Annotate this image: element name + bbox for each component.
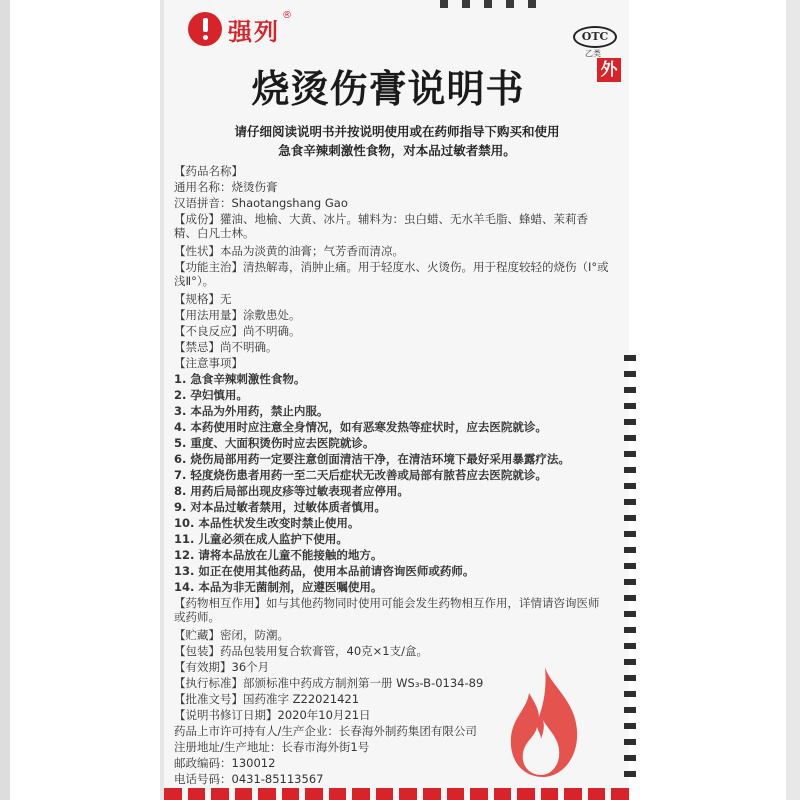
- field-appearance: 【性状】本品为淡黄的油膏；气芳香而清凉。: [174, 244, 404, 258]
- list-item: 10. 本品性状发生改变时禁止使用。: [174, 516, 360, 530]
- field-ingredients: 【成份】獾油、地榆、大黄、冰片。辅料为：虫白蜡、无水羊毛脂、蜂蜡、茉莉香精、白凡士林。: [174, 212, 588, 240]
- list-item: 9. 对本品过敏者禁用，过敏体质者慎用。: [174, 500, 386, 514]
- field-drug-name: 【药品名称】: [174, 164, 243, 178]
- otc-badge: OTC: [573, 26, 617, 48]
- field-precautions-heading: 【注意事项】: [174, 356, 243, 370]
- field-revision-date: 【说明书修订日期】2020年10月21日: [174, 708, 371, 722]
- list-item: 12. 请将本品放在儿童不能接触的地方。: [174, 548, 383, 562]
- reg-mark: [462, 0, 470, 8]
- field-package: 【包装】药品包装用复合软膏管，40克×1支/盒。: [174, 644, 428, 658]
- brand-exclamation-icon: [188, 12, 222, 46]
- list-item: 3. 本品为外用药，禁止内服。: [174, 404, 329, 418]
- right-edge: [786, 0, 800, 800]
- list-item: 7. 轻度烧伤患者用药一至二天后症状无改善或局部有脓苔应去医院就诊。: [174, 468, 547, 482]
- field-indications: 【功能主治】清热解毒，消肿止痛。用于轻度水、火烫伤。用于程度较轻的烧伤（Ⅰ°或浅Ⅱ°）。: [174, 260, 609, 288]
- warning-line-2: 急食辛辣刺激性食物，对本品过敏者禁用。: [278, 143, 516, 158]
- field-common-name: 通用名称：烧烫伤膏: [174, 180, 278, 194]
- field-postcode: 邮政编码：130012: [174, 756, 276, 770]
- external-use-badge: 外: [597, 58, 621, 82]
- list-item: 5. 重度、大面积烫伤时应去医院就诊。: [174, 436, 375, 450]
- field-spec: 【规格】无: [174, 292, 232, 306]
- field-address: 注册地址/生产地址：长春市海外街1号: [174, 740, 370, 754]
- field-holder: 药品上市许可持有人/生产企业：长春海外制药集团有限公司: [174, 724, 477, 738]
- reg-mark: [528, 0, 536, 8]
- field-validity: 【有效期】36个月: [174, 660, 270, 674]
- list-item: 4. 本药使用时应注意全身情况，如有恶寒发热等症状时，应去医院就诊。: [174, 420, 547, 434]
- reg-mark: [506, 0, 514, 8]
- warning-line-1: 请仔细阅读说明书并按说明使用或在药师指导下购买和使用: [234, 124, 560, 139]
- field-approval: 【批准文号】国药准字 Z22021421: [174, 692, 360, 706]
- field-pinyin: 汉语拼音：Shaotangshang Gao: [174, 196, 348, 210]
- field-storage: 【贮藏】密闭，防潮。: [174, 628, 289, 642]
- field-contraindications: 【禁忌】尚不明确。: [174, 340, 278, 354]
- left-edge: [0, 0, 10, 800]
- field-interactions: 【药物相互作用】如与其他药物同时使用可能会发生药物相互作用，详情请咨询医师或药师。: [174, 596, 600, 624]
- list-item: 6. 烧伤局部用药一定要注意创面清洁干净，在清洁环境下最好采用暴露疗法。: [174, 452, 570, 466]
- flame-icon: [505, 665, 585, 780]
- right-registration-marks: [624, 355, 636, 795]
- list-item: 8. 用药后局部出现皮疹等过敏表现者应停用。: [174, 484, 409, 498]
- top-registration-marks: [440, 0, 620, 8]
- list-item: 1. 急食辛辣刺激性食物。: [174, 372, 306, 386]
- brand-name: 强列: [228, 18, 280, 46]
- bottom-color-strip: [164, 788, 629, 800]
- field-standard: 【执行标准】部颁标准中药成方制剂第一册 WS₃-B-0134-89: [174, 676, 484, 690]
- field-adverse: 【不良反应】尚不明确。: [174, 324, 301, 338]
- field-usage: 【用法用量】涂敷患处。: [174, 308, 301, 322]
- list-item: 14. 本品为非无菌制剂，应遵医嘱使用。: [174, 580, 383, 594]
- reg-mark: [440, 0, 448, 8]
- list-item: 13. 如正在使用其他药品，使用本品前请咨询医师或药师。: [174, 564, 475, 578]
- list-item: 11. 儿童必须在成人监护下使用。: [174, 532, 348, 546]
- otc-class: 乙类: [585, 49, 601, 58]
- reg-mark: [484, 0, 492, 8]
- page-title: 烧烫伤膏说明书: [251, 67, 525, 111]
- registered-mark: ®: [282, 10, 292, 21]
- list-item: 2. 孕妇慎用。: [174, 388, 248, 402]
- field-phone-1: 电话号码：0431-85113567: [174, 772, 324, 786]
